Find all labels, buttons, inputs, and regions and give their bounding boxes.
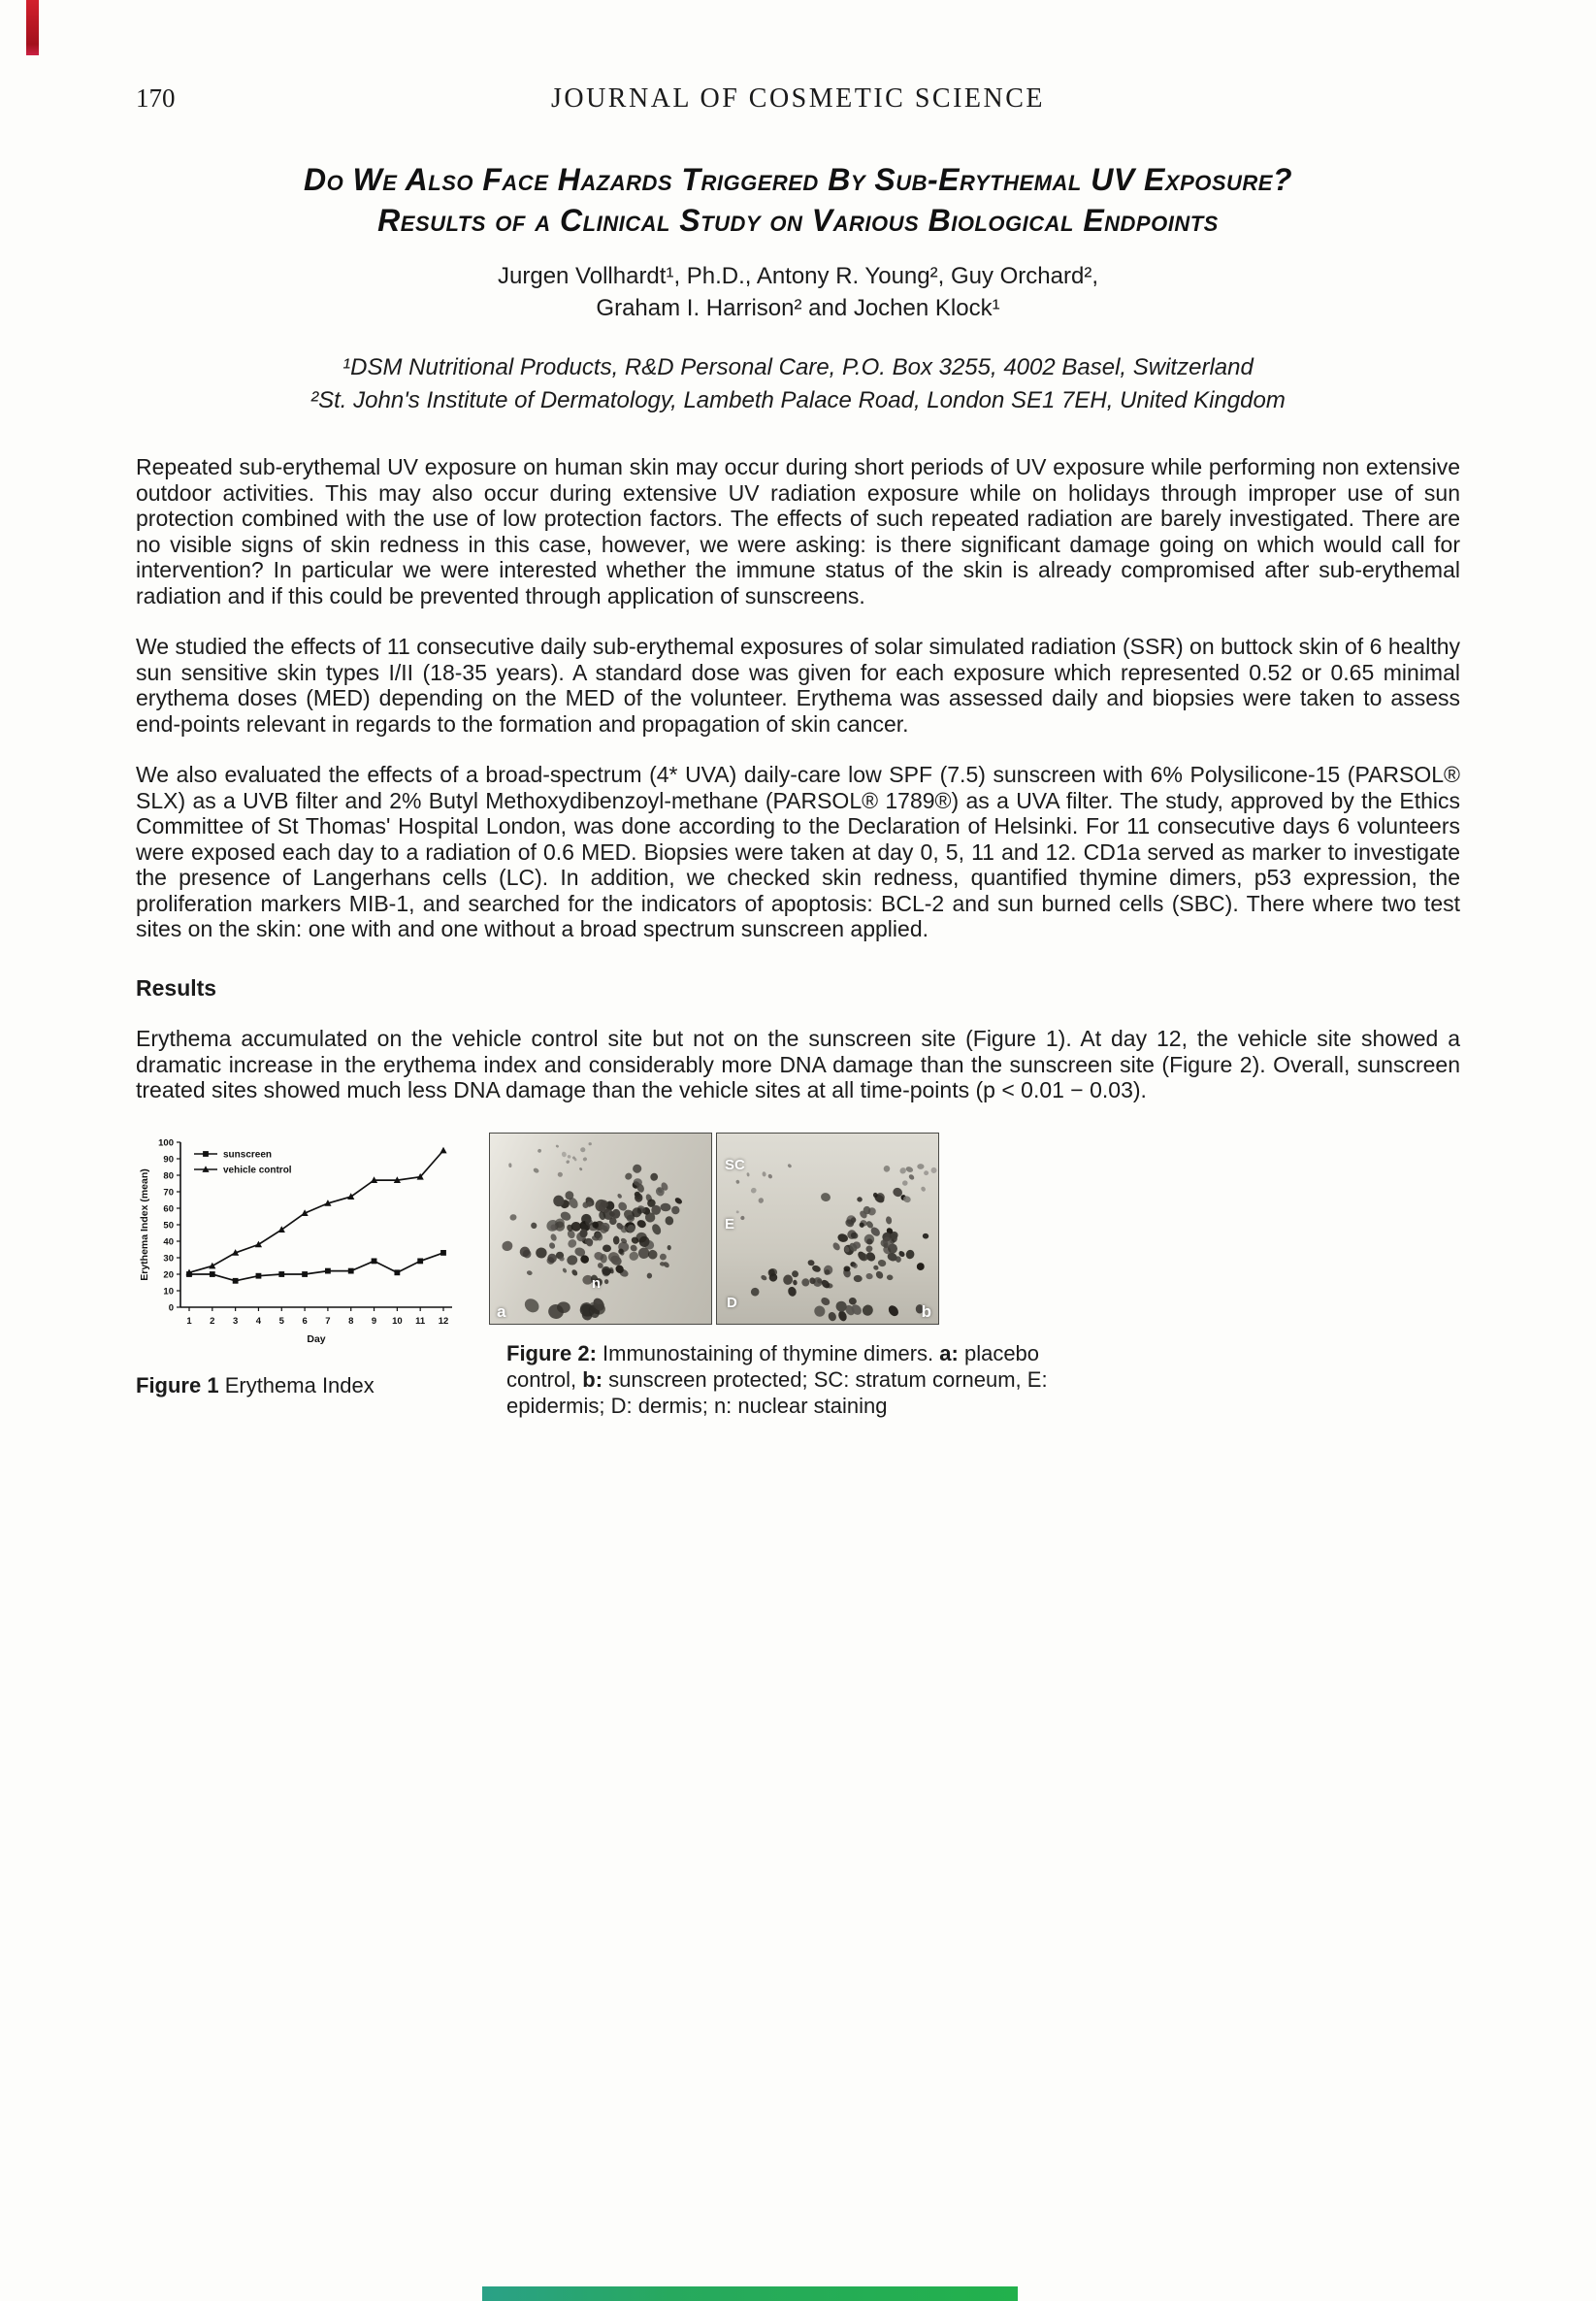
results-heading: Results [136, 974, 217, 1001]
figure-2-a-text: placebo control, [506, 1340, 1040, 1392]
journal-header: JOURNAL OF COSMETIC SCIENCE [550, 83, 1046, 114]
immunostain-image-a [490, 1134, 711, 1324]
figure-2-panels [489, 1133, 937, 1325]
page-number: 170 [136, 83, 176, 113]
svg-text:20: 20 [163, 1269, 174, 1280]
figure-2-caption-intro: Immunostaining of thymine dimers. [596, 1340, 940, 1365]
svg-text:12: 12 [438, 1315, 449, 1327]
stratum-corneum-label: SC [725, 1156, 745, 1173]
figure-2-caption [506, 1340, 1108, 1419]
svg-text:30: 30 [163, 1253, 174, 1264]
svg-text:9: 9 [371, 1315, 377, 1327]
scan-artifact-green [482, 2286, 1018, 2301]
abstract-paragraph-1: Repeated sub-erythemal UV exposure on human skin may occur during short periods of UV exposure while performing non extensive outdoor activities. This may also occur during extensive UV radiation exposure while on holidays through improper use of sun protection combined with the use of low protection factors. The effects of such repeated radiation are barely investigated. There are no visible signs of skin redness in this case, however, we were asking: is there significant damage going on which would call for intervention? In particular we were interested whether the immune status of the skin is already compromised after sub-erythemal radiation and if this could be prevented through application of sunscreens. [136, 454, 1460, 608]
figure-2-panel-a [489, 1133, 712, 1325]
svg-text:Erythema Index (mean): Erythema Index (mean) [139, 1167, 150, 1281]
svg-text:10: 10 [163, 1286, 174, 1297]
svg-text:90: 90 [163, 1154, 174, 1165]
dermis-label: D [727, 1294, 737, 1311]
svg-text:8: 8 [348, 1315, 354, 1327]
figure-2-b-label: b: [582, 1366, 603, 1392]
results-paragraph-1: Erythema accumulated on the vehicle control site but not on the sunscreen site (Figure 1). At day 12, the vehicle site showed a dramatic increase in the erythema index and considerably more DNA damage than the sunscreen site (Figure 2). Overall, sunscreen treated sites showed much less DNA damage than the vehicle sites at all time-points (p < 0.01 − 0.03). [136, 1026, 1460, 1102]
svg-text:40: 40 [163, 1236, 174, 1247]
epidermis-label: E [725, 1215, 735, 1233]
svg-text:3: 3 [232, 1315, 239, 1327]
svg-text:sunscreen: sunscreen [223, 1149, 273, 1160]
authors-line-2: Graham I. Harrison² and Jochen Klock¹ [596, 295, 1000, 321]
svg-text:11: 11 [415, 1315, 426, 1327]
svg-text:70: 70 [163, 1187, 174, 1198]
abstract-paragraph-2: We studied the effects of 11 consecutive daily sub-erythemal exposures of solar simulated radiation (SSR) on buttock skin of 6 healthy sun sensitive skin types I/II (18-35 years). A standard dose was given for each exposure which represented 0.52 or 0.65 minimal erythema doses (MED) depending on the MED of the volunteer. Erythema was assessed daily and biopsies were taken to assess end-points relevant in regards to the formation and propagation of skin cancer. [136, 634, 1460, 737]
figure-2-panel-b [716, 1133, 939, 1325]
figure-1 [136, 1133, 477, 1398]
immunostain-image-b [717, 1134, 938, 1324]
svg-text:Day: Day [307, 1332, 326, 1345]
svg-text:6: 6 [302, 1315, 308, 1327]
svg-text:50: 50 [163, 1220, 174, 1231]
figure-2 [489, 1133, 1048, 1419]
figure-1-label: Figure 1 [136, 1372, 219, 1397]
erythema-index-chart [136, 1133, 462, 1352]
svg-text:5: 5 [278, 1315, 284, 1327]
svg-text:2: 2 [210, 1315, 215, 1327]
article-body [136, 454, 1460, 1103]
title-line-2: Results of a Clinical Study on Various Biological Endpoints [377, 203, 1219, 238]
svg-text:60: 60 [163, 1203, 174, 1214]
svg-text:7: 7 [325, 1315, 331, 1327]
figure-1-caption [136, 1372, 477, 1398]
nuclear-staining-label: n [591, 1275, 602, 1293]
article-title [0, 159, 1596, 241]
figure-2-a-label: a: [939, 1340, 959, 1365]
svg-text:10: 10 [392, 1315, 403, 1327]
affiliations [0, 351, 1596, 417]
svg-text:100: 100 [158, 1137, 174, 1148]
panel-b-label: b [921, 1301, 931, 1321]
affiliation-2: ²St. John's Institute of Dermatology, Lambeth Palace Road, London SE1 7EH, United Kingdom [310, 387, 1286, 413]
authors [0, 260, 1596, 324]
affiliation-1: ¹DSM Nutritional Products, R&D Personal Care, P.O. Box 3255, 4002 Basel, Switzerland [342, 354, 1254, 380]
svg-text:1: 1 [186, 1315, 192, 1327]
title-line-1: Do We Also Face Hazards Triggered By Sub-Erythemal UV Exposure? [303, 162, 1293, 197]
figure-2-label: Figure 2: [506, 1340, 597, 1365]
figure-2-b-text: sunscreen protected; SC: stratum corneum, E: epidermis; D: dermis; n: nuclear staining [506, 1366, 1048, 1418]
svg-text:0: 0 [168, 1302, 174, 1313]
figure-1-caption-text: Erythema Index [218, 1372, 375, 1397]
abstract-paragraph-3: We also evaluated the effects of a broad-spectrum (4* UVA) daily-care low SPF (7.5) sunscreen with 6% Polysilicone-15 (PARSOL® SLX) as a UVB filter and 2% Butyl Methoxydibenzoyl-methane (PARSOL® 1789®) as a UVA filter. The study, approved by the Ethics Committee of St Thomas' Hospital London, was done according to the Declaration of Helsinki. For 11 consecutive days 6 volunteers were exposed each day to a radiation of 0.6 MED. Biopsies were taken at day 0, 5, 11 and 12. CD1a served as marker to investigate the presence of Langerhans cells (LC). In addition, we checked skin redness, quantified thymine dimers, p53 expression, the proliferation markers MIB-1, and searched for the indicators of apoptosis: BCL-2 and sun burned cells (SBC). There where two test sites on the skin: one with and one without a broad spectrum sunscreen applied. [136, 762, 1460, 941]
scan-artifact-red [26, 0, 39, 55]
figures-row [136, 1133, 1596, 1419]
panel-a-label: a [497, 1301, 506, 1321]
svg-text:4: 4 [255, 1315, 262, 1327]
authors-line-1: Jurgen Vollhardt¹, Ph.D., Antony R. Young², Guy Orchard², [498, 263, 1098, 289]
svg-text:vehicle control: vehicle control [223, 1165, 292, 1175]
svg-text:80: 80 [163, 1170, 174, 1181]
